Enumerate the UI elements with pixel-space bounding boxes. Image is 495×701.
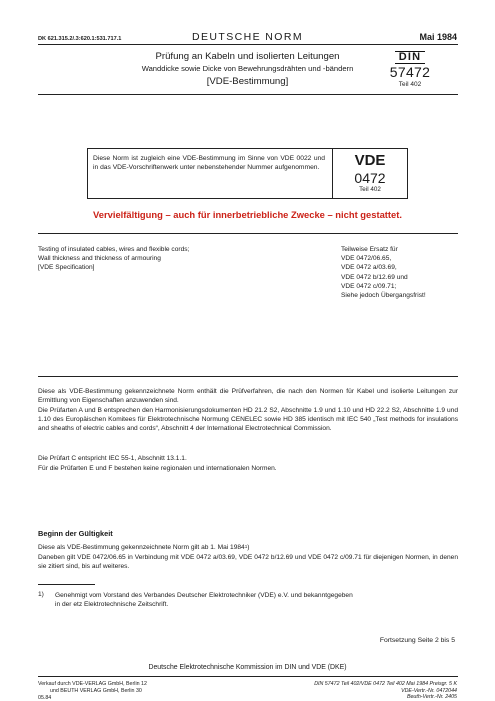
din-part: Teil 402 [398,81,422,88]
continuation-note: Fortsetzung Seite 2 bis 5 [379,637,455,644]
vde-label: VDE [354,152,386,169]
title-main: Prüfung an Kabeln und isolierten Leitungen [155,51,340,62]
validity-heading: Beginn der Gültigkeit [38,529,113,538]
din-logo: DIN [399,51,419,64]
vde-number: 0472 [354,170,386,186]
din-number: 57472 [389,64,431,80]
body-rule [38,376,458,377]
iec-paragraph: Die Prüfart C entspricht IEC 55-1, Abschnitt 13.1.1. [38,455,187,462]
validity-transition: Daneben gilt VDE 0472/06.65 in Verbindung mit VDE 0472 a/03.69, VDE 0472 b/12.69 und VDE 0472 c/09.71 für diejenigen Normen, in denen sie zitiert sind, bis auf weiteres. [38,554,458,571]
dke-committee: Deutsche Elektrotechnische Kommission im DIN und VDE (DKE) [148,664,347,671]
issue-date: Mai 1984 [419,32,457,42]
title-rule [38,94,458,95]
footer-order-numbers: DIN 57472 Teil 402/VDE 0472 Teil 402 Mai 1984 Preisgr. 5 K VDE-Vertr.-Nr. 0472044 Beuth-Vertr.-Nr. 2405 [314,681,457,700]
vde-part: Teil 402 [359,186,381,193]
copy-warning: Vervielfältigung – auch für innerbetriebliche Zwecke – nicht gestattet. [93,209,402,220]
footer-publisher: Verkauf durch VDE-VERLAG GmbH, Berlin 12 und BEUTH VERLAG GmbH, Berlin 30 [38,681,147,694]
english-title: Testing of insulated cables, wires and flexible cords; Wall thickness and thickness of armouring [VDE Specification] [38,246,190,272]
vde-notice-box [87,148,408,199]
harmonization-paragraph: Die Prüfarten A und B entsprechen den Harmonisierungsdokumenten HD 21.2 S2, Abschnitte 1.9 und 1.10 und HD 22.2 S2, Abschnitte 1.9 und 1.10 des Europäischen Komitees für Elektrotechnische Normung CENELEC sowie HD 385 identisch mit IEC 540 „Test methods for insulations and sheaths of electric cables and cords“, Abschnitt 4 der International Electrotechnical Commission. [38,407,458,433]
dk-classification: DK 621.315.2/.3:620.1:531.717.1 [38,36,122,42]
title-specification: [VDE-Bestimmung] [206,76,289,87]
title-subtitle: Wanddicke sowie Dicke von Bewehrungsdrähten und -bändern [141,64,354,73]
validity-start: Diese als VDE-Bestimmung gekennzeichnete Norm gilt ab 1. Mai 1984$^1$) [38,544,250,551]
replacement-note: Teilweise Ersatz für VDE 0472/06.65, VDE 0472 a/03.69, VDE 0472 b/12.69 und VDE 0472 c/09.71; Siehe jedoch Übergangsfrist! [341,246,426,300]
footnote-text: Genehmigt vom Vorstand des Verbandes Deutscher Elektrotechniker (VDE) e.V. und bekanntgegeben in der etz Elektrotechnische Zeitschrift. [55,592,353,609]
header-rule [38,44,458,45]
document-type-heading: DEUTSCHE NORM [192,31,303,43]
footer-date: 05.84 [38,695,52,701]
footnote-mark: 1) [38,591,44,598]
scope-paragraph: Diese als VDE-Bestimmung gekennzeichnete Norm enthält die Prüfverfahren, die nach den Normen für Kabel und isolierte Leitungen zur Ermittlung von Eigenschaften anzuwenden sind. [38,388,458,405]
warning-rule [38,233,458,234]
national-paragraph: Für die Prüfarten E und F bestehen keine regionalen und internationalen Normen. [38,465,277,472]
footer-rule [38,676,458,677]
vde-notice-text: Diese Norm ist zugleich eine VDE-Bestimmung im Sinne von VDE 0022 und in das VDE-Vorschriftenwerk unter nebenstehender Nummer aufgenommen. [93,155,325,172]
footnote-rule [38,584,95,585]
